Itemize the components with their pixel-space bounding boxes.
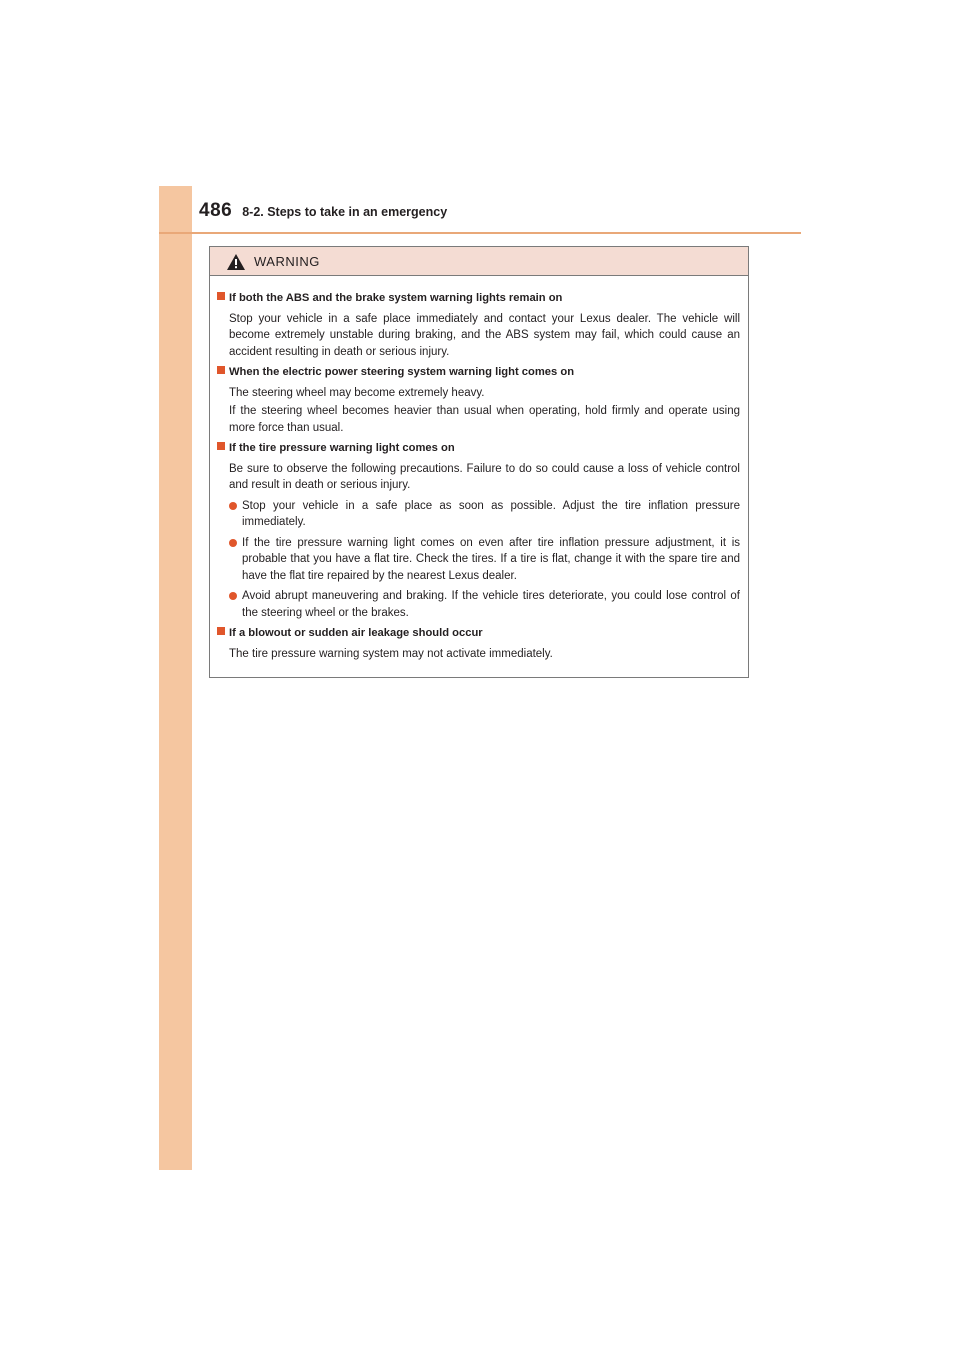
warning-body	[210, 276, 748, 662]
warning-item-abs	[217, 290, 740, 360]
item-paragraph: The steering wheel may become extremely heavy.	[229, 386, 485, 399]
item-paragraph: Be sure to observe the following precautions. Failure to do so could cause a loss of vehicle control and result in death or serious injury.	[229, 462, 740, 491]
item-heading-text: If a blowout or sudden air leakage should occur	[229, 627, 483, 639]
sub-bullet-text: Stop your vehicle in a safe place as soon as possible. Adjust the tire inflation pressure immediately.	[242, 499, 740, 528]
round-bullet-icon	[229, 502, 237, 510]
item-heading-text: When the electric power steering system warning light comes on	[229, 366, 575, 378]
round-bullet-icon	[229, 592, 237, 600]
item-paragraph: Stop your vehicle in a safe place immediately and contact your Lexus dealer. The vehicle will become extremely unstable during braking, and the ABS system may fail, which could cause an accident resulting in death or serious injury.	[229, 312, 740, 358]
item-heading	[217, 440, 740, 457]
warning-item-tire-pressure	[217, 440, 740, 621]
item-heading	[217, 290, 740, 307]
warning-triangle-icon	[226, 253, 246, 271]
page-header	[199, 200, 447, 232]
page-number: 486	[199, 200, 233, 221]
item-heading	[217, 625, 740, 642]
square-bullet-icon	[217, 627, 225, 635]
item-heading	[217, 364, 740, 381]
section-title: 8-2. Steps to take in an emergency	[242, 205, 448, 219]
item-heading-text: If both the ABS and the brake system warning lights remain on	[229, 292, 563, 304]
warning-item-blowout	[217, 625, 740, 662]
sub-bullet-item	[217, 588, 740, 621]
item-paragraph: The tire pressure warning system may not activate immediately.	[229, 647, 553, 660]
square-bullet-icon	[217, 292, 225, 300]
item-paragraph: If the steering wheel becomes heavier than usual when operating, hold firmly and operate using more force than usual.	[229, 405, 740, 434]
sub-bullet-text: If the tire pressure warning light comes on even after tire inflation pressure adjustment, it is probable that you have a flat tire. Check the tires. If a tire is flat, change it with the spare tire and have the flat tire repaired by the nearest Lexus dealer.	[242, 536, 740, 582]
round-bullet-icon	[229, 539, 237, 547]
square-bullet-icon	[217, 442, 225, 450]
sub-bullet-item	[217, 498, 740, 531]
warning-box	[209, 246, 749, 678]
item-heading-text: If the tire pressure warning light comes on	[229, 442, 455, 454]
header-rule	[159, 232, 801, 234]
warning-item-power-steering	[217, 364, 740, 436]
square-bullet-icon	[217, 366, 225, 374]
sub-bullet-text: Avoid abrupt maneuvering and braking. If the vehicle tires deteriorate, you could lose control of the steering wheel or the brakes.	[242, 590, 740, 619]
warning-header	[210, 247, 748, 276]
side-color-band	[159, 186, 192, 1170]
sub-bullet-item	[217, 535, 740, 585]
warning-title: WARNING	[254, 253, 320, 269]
